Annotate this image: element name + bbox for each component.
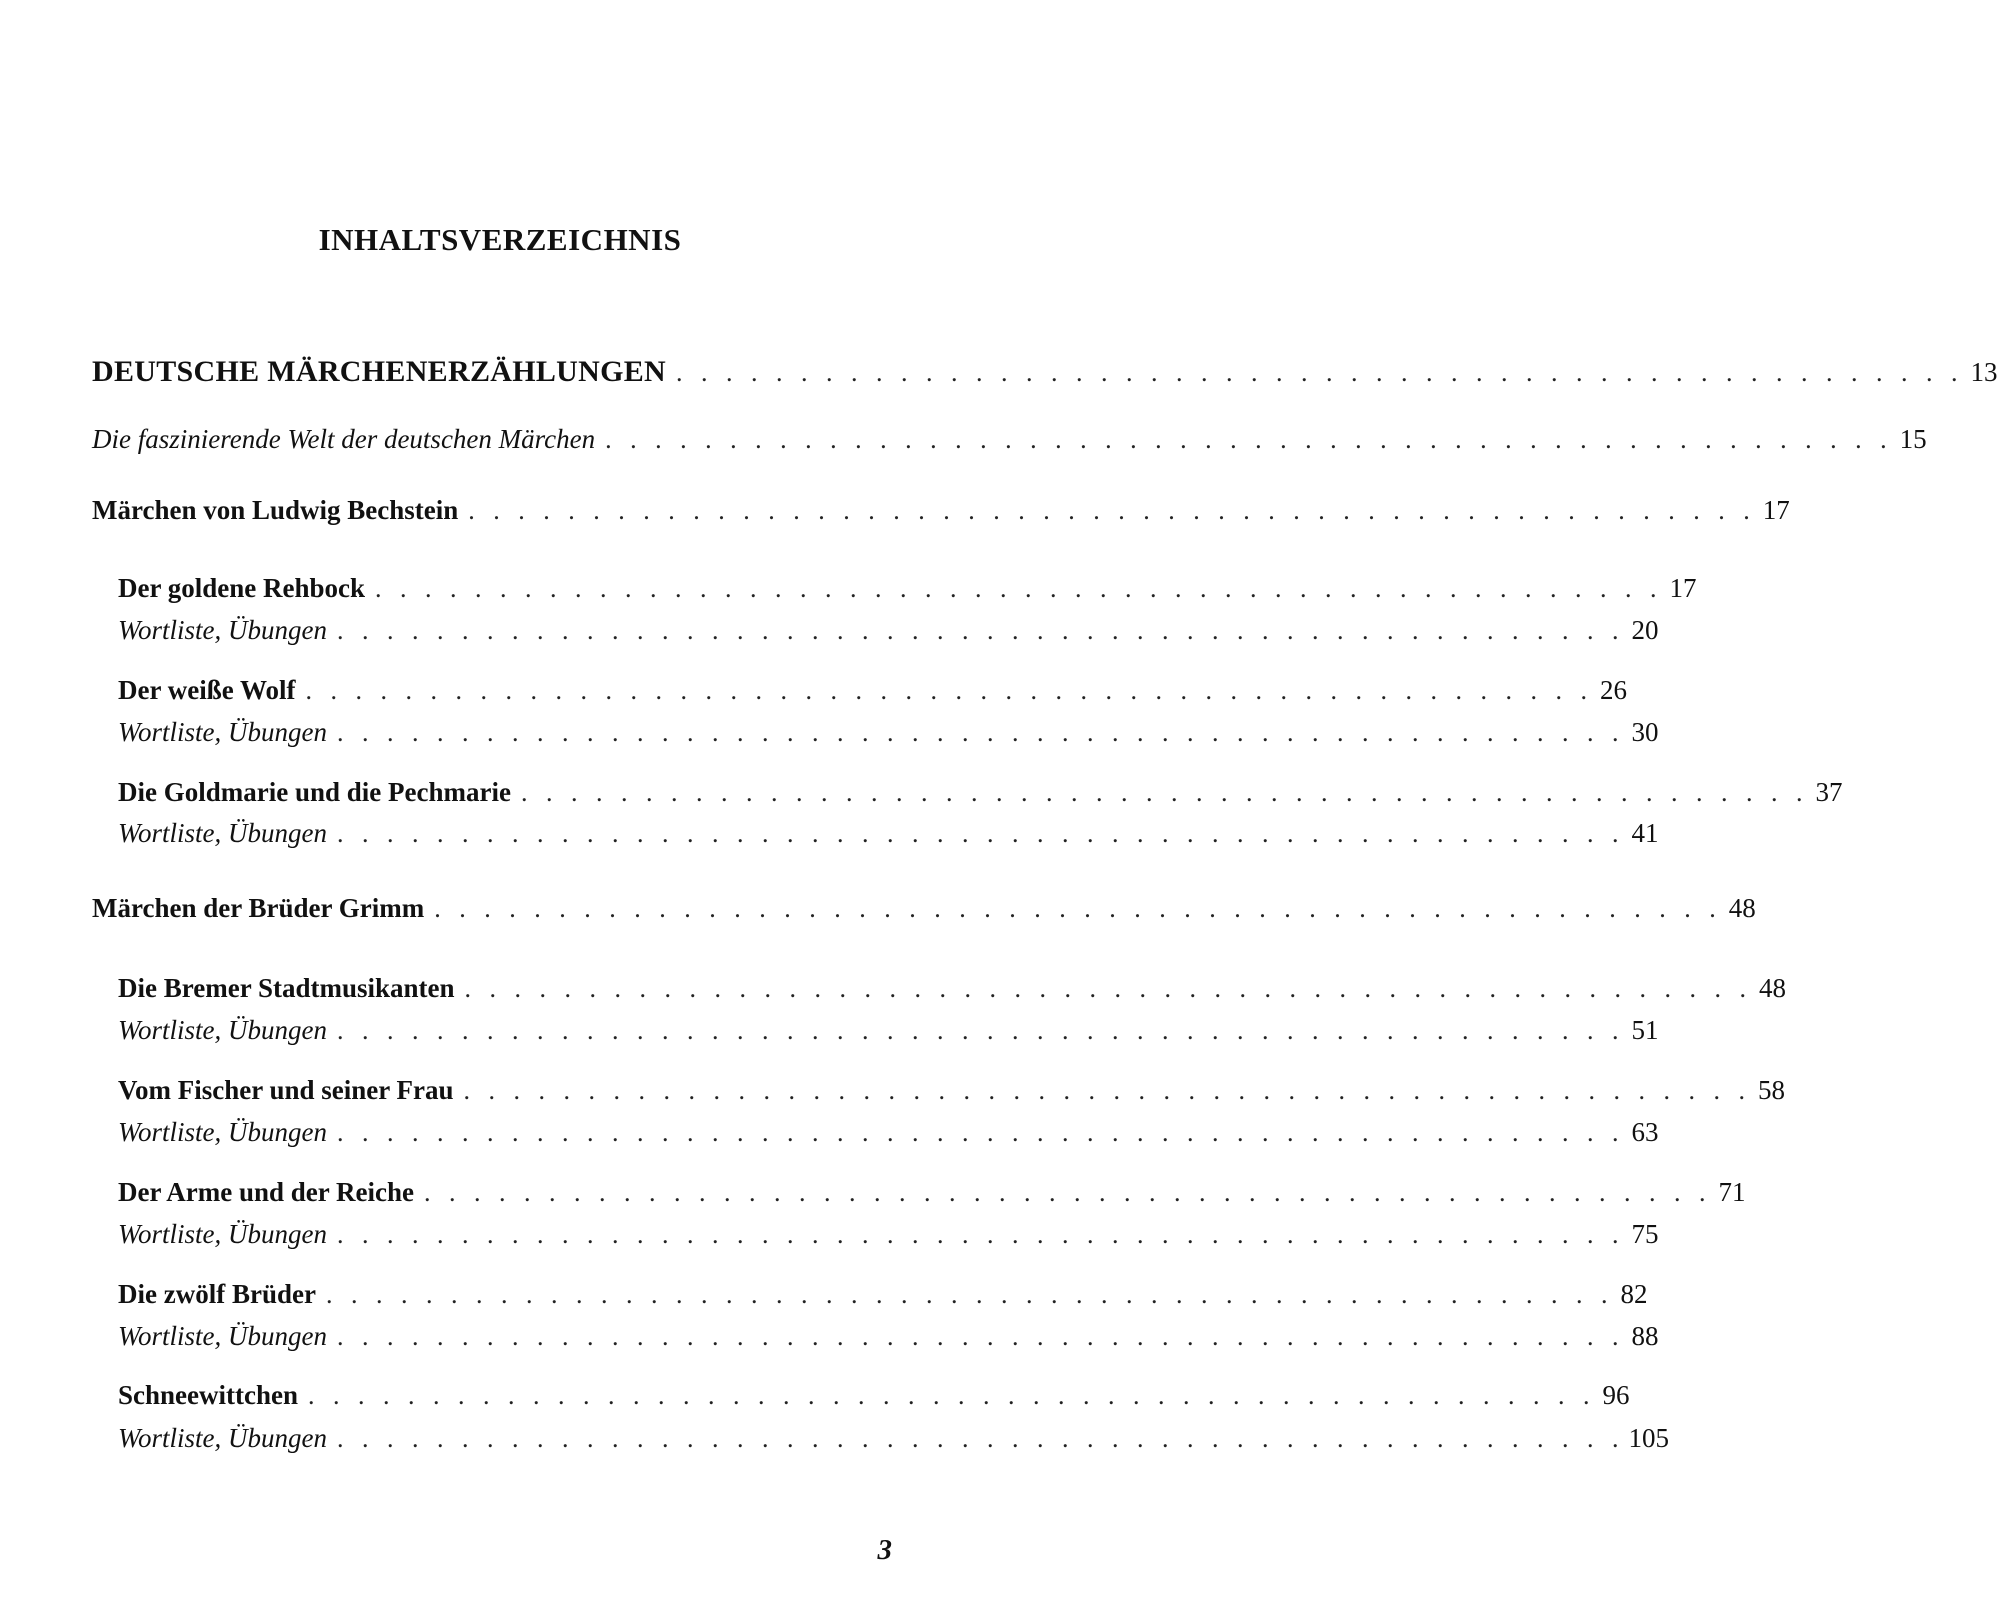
toc-leader-dots: . . . . . . . . . . . . . . . . . . . . . . . . . . . . . . . . . . . . . . . . . . . . . . . . . . . . [337,819,1625,848]
toc-leader-dots: . . . . . . . . . . . . . . . . . . . . . . . . . . . . . . . . . . . . . . . . . . . . . . . . . . . . [307,1381,1596,1410]
toc-entry-page: 63 [1631,1117,1659,1147]
toc-entry-title: Schneewittchen [118,1380,298,1410]
toc-entry-title: Vom Fischer und seiner Frau [118,1075,454,1105]
toc-entry-title: Wortliste, Übungen [118,717,327,747]
toc-entry-page: 13 [1970,357,1998,387]
toc-entry-story[interactable] [118,1375,1630,1415]
toc-leader-dots: . . . . . . . . . . . . . . . . . . . . . . . . . . . . . . . . . . . . . . . . . . . . . . . . . . . . [520,778,1809,807]
toc-entry-page: 17 [1762,495,1790,525]
toc-entry-title: Der weiße Wolf [118,675,296,705]
toc-leader-dots: . . . . . . . . . . . . . . . . . . . . . . . . . . . . . . . . . . . . . . . . . . . . . . . . . . . . [337,1220,1625,1249]
toc-entry-title: Der goldene Rehbock [118,573,365,603]
toc-leader-dots: . . . . . . . . . . . . . . . . . . . . . . . . . . . . . . . . . . . . . . . . . . . . . . . . . . . . [305,676,1593,705]
toc-entry-page: 15 [1899,424,1927,454]
toc-entry-story[interactable] [118,1172,1746,1212]
toc-entry-title: DEUTSCHE MÄRCHENERZÄHLUNGEN [92,355,666,388]
toc-entry-exercises[interactable] [118,813,1659,853]
toc-entry-title: Wortliste, Übungen [118,818,327,848]
toc-leader-dots: . . . . . . . . . . . . . . . . . . . . . . . . . . . . . . . . . . . . . . . . . . . . . . . . . . . . [337,1322,1625,1351]
page-number: 3 [877,1534,892,1566]
toc-entry-page: 82 [1620,1279,1648,1309]
toc-entry-page: 96 [1602,1380,1630,1410]
toc-entry-title: Märchen von Ludwig Bechstein [92,495,459,525]
toc-entry-exercises[interactable] [118,1112,1659,1152]
toc-leader-dots: . . . . . . . . . . . . . . . . . . . . . . . . . . . . . . . . . . . . . . . . . . . . . . . . . . . . [337,718,1625,747]
toc-entry-story[interactable] [118,568,1697,608]
toc-entry-page: 48 [1759,973,1786,1003]
toc-leader-dots: . . . . . . . . . . . . . . . . . . . . . . . . . . . . . . . . . . . . . . . . . . . . . . . . . . . . [676,358,1964,387]
toc-entry-title: Die zwölf Brüder [118,1279,316,1309]
toc-entry-story[interactable] [118,670,1627,710]
toc-leader-dots: . . . . . . . . . . . . . . . . . . . . . . . . . . . . . . . . . . . . . . . . . . . . . . . . . . . . [605,425,1893,454]
toc-entry-page: 48 [1728,893,1756,923]
toc-entry-story[interactable] [118,1274,1648,1314]
toc-entry-intro[interactable] [92,419,1927,459]
toc-entry-part[interactable] [92,352,1998,392]
toc-entry-title: Die Goldmarie und die Pechmarie [118,777,511,807]
toc-entry-page: 51 [1631,1015,1659,1045]
toc-entry-page: 30 [1631,717,1659,747]
toc-entry-title: Die Bremer Stadtmusikanten [118,973,455,1003]
toc-entry-title: Die faszinierende Welt der deutschen Märchen [92,424,596,454]
toc-entry-exercises[interactable] [118,1214,1659,1254]
toc-entry-page: 26 [1599,675,1627,705]
toc-entry-page: 71 [1718,1177,1746,1207]
toc-entry-title: Wortliste, Übungen [118,1219,327,1249]
toc-leader-dots: . . . . . . . . . . . . . . . . . . . . . . . . . . . . . . . . . . . . . . . . . . . . . . . . . . . . [337,1118,1625,1147]
toc-entry-title: Wortliste, Übungen [118,1015,327,1045]
toc-entry-section[interactable] [92,888,1756,928]
toc-entry-title: Der Arme und der Reiche [118,1177,414,1207]
toc-entry-page: 41 [1631,818,1659,848]
toc-entry-page: 58 [1758,1075,1786,1105]
toc-entry-page: 37 [1815,777,1843,807]
toc-entry-exercises[interactable] [118,1418,1669,1458]
toc-entry-page: 88 [1631,1321,1659,1351]
toc-entry-page: 17 [1669,573,1697,603]
toc-leader-dots: . . . . . . . . . . . . . . . . . . . . . . . . . . . . . . . . . . . . . . . . . . . . . . . . . . . . [463,1076,1752,1105]
toc-leader-dots: . . . . . . . . . . . . . . . . . . . . . . . . . . . . . . . . . . . . . . . . . . . . . . . . . . . . [337,616,1625,645]
toc-entry-exercises[interactable] [118,1010,1659,1050]
toc-entry-title: Märchen der Brüder Grimm [92,893,425,923]
toc-entry-story[interactable] [118,772,1843,812]
toc-leader-dots: . . . . . . . . . . . . . . . . . . . . . . . . . . . . . . . . . . . . . . . . . . . . . . . . . . . . [468,496,1756,525]
toc-entry-exercises[interactable] [118,1316,1659,1356]
toc-entry-page: 75 [1631,1219,1659,1249]
toc-leader-dots: . . . . . . . . . . . . . . . . . . . . . . . . . . . . . . . . . . . . . . . . . . . . . . . . . . . . [375,574,1663,603]
toc-entry-exercises[interactable] [118,610,1659,650]
toc-leader-dots: . . . . . . . . . . . . . . . . . . . . . . . . . . . . . . . . . . . . . . . . . . . . . . . . . . . . [434,894,1722,923]
toc-entry-title: Wortliste, Übungen [118,1423,327,1453]
toc-leader-dots: . . . . . . . . . . . . . . . . . . . . . . . . . . . . . . . . . . . . . . . . . . . . . . . . . . . . [325,1280,1614,1309]
toc-leader-dots: . . . . . . . . . . . . . . . . . . . . . . . . . . . . . . . . . . . . . . . . . . . . . . . . . . . . [423,1178,1712,1207]
toc-entry-title: Wortliste, Übungen [118,1321,327,1351]
toc-entry-story[interactable] [118,1070,1786,1110]
toc-entry-section[interactable] [92,490,1790,530]
toc-entry-page: 105 [1628,1423,1669,1453]
toc-leader-dots: . . . . . . . . . . . . . . . . . . . . . . . . . . . . . . . . . . . . . . . . . . . . . . . . . . . . [337,1424,1625,1453]
toc-entry-exercises[interactable] [118,712,1659,752]
page-title: INHALTSVERZEICHNIS [318,222,682,257]
toc-entry-title: Wortliste, Übungen [118,1117,327,1147]
toc-entry-title: Wortliste, Übungen [118,615,327,645]
toc-leader-dots: . . . . . . . . . . . . . . . . . . . . . . . . . . . . . . . . . . . . . . . . . . . . . . . . . . . . [464,974,1752,1003]
toc-entry-story[interactable] [118,968,1786,1008]
toc-entry-page: 20 [1631,615,1659,645]
toc-leader-dots: . . . . . . . . . . . . . . . . . . . . . . . . . . . . . . . . . . . . . . . . . . . . . . . . . . . . [337,1016,1625,1045]
